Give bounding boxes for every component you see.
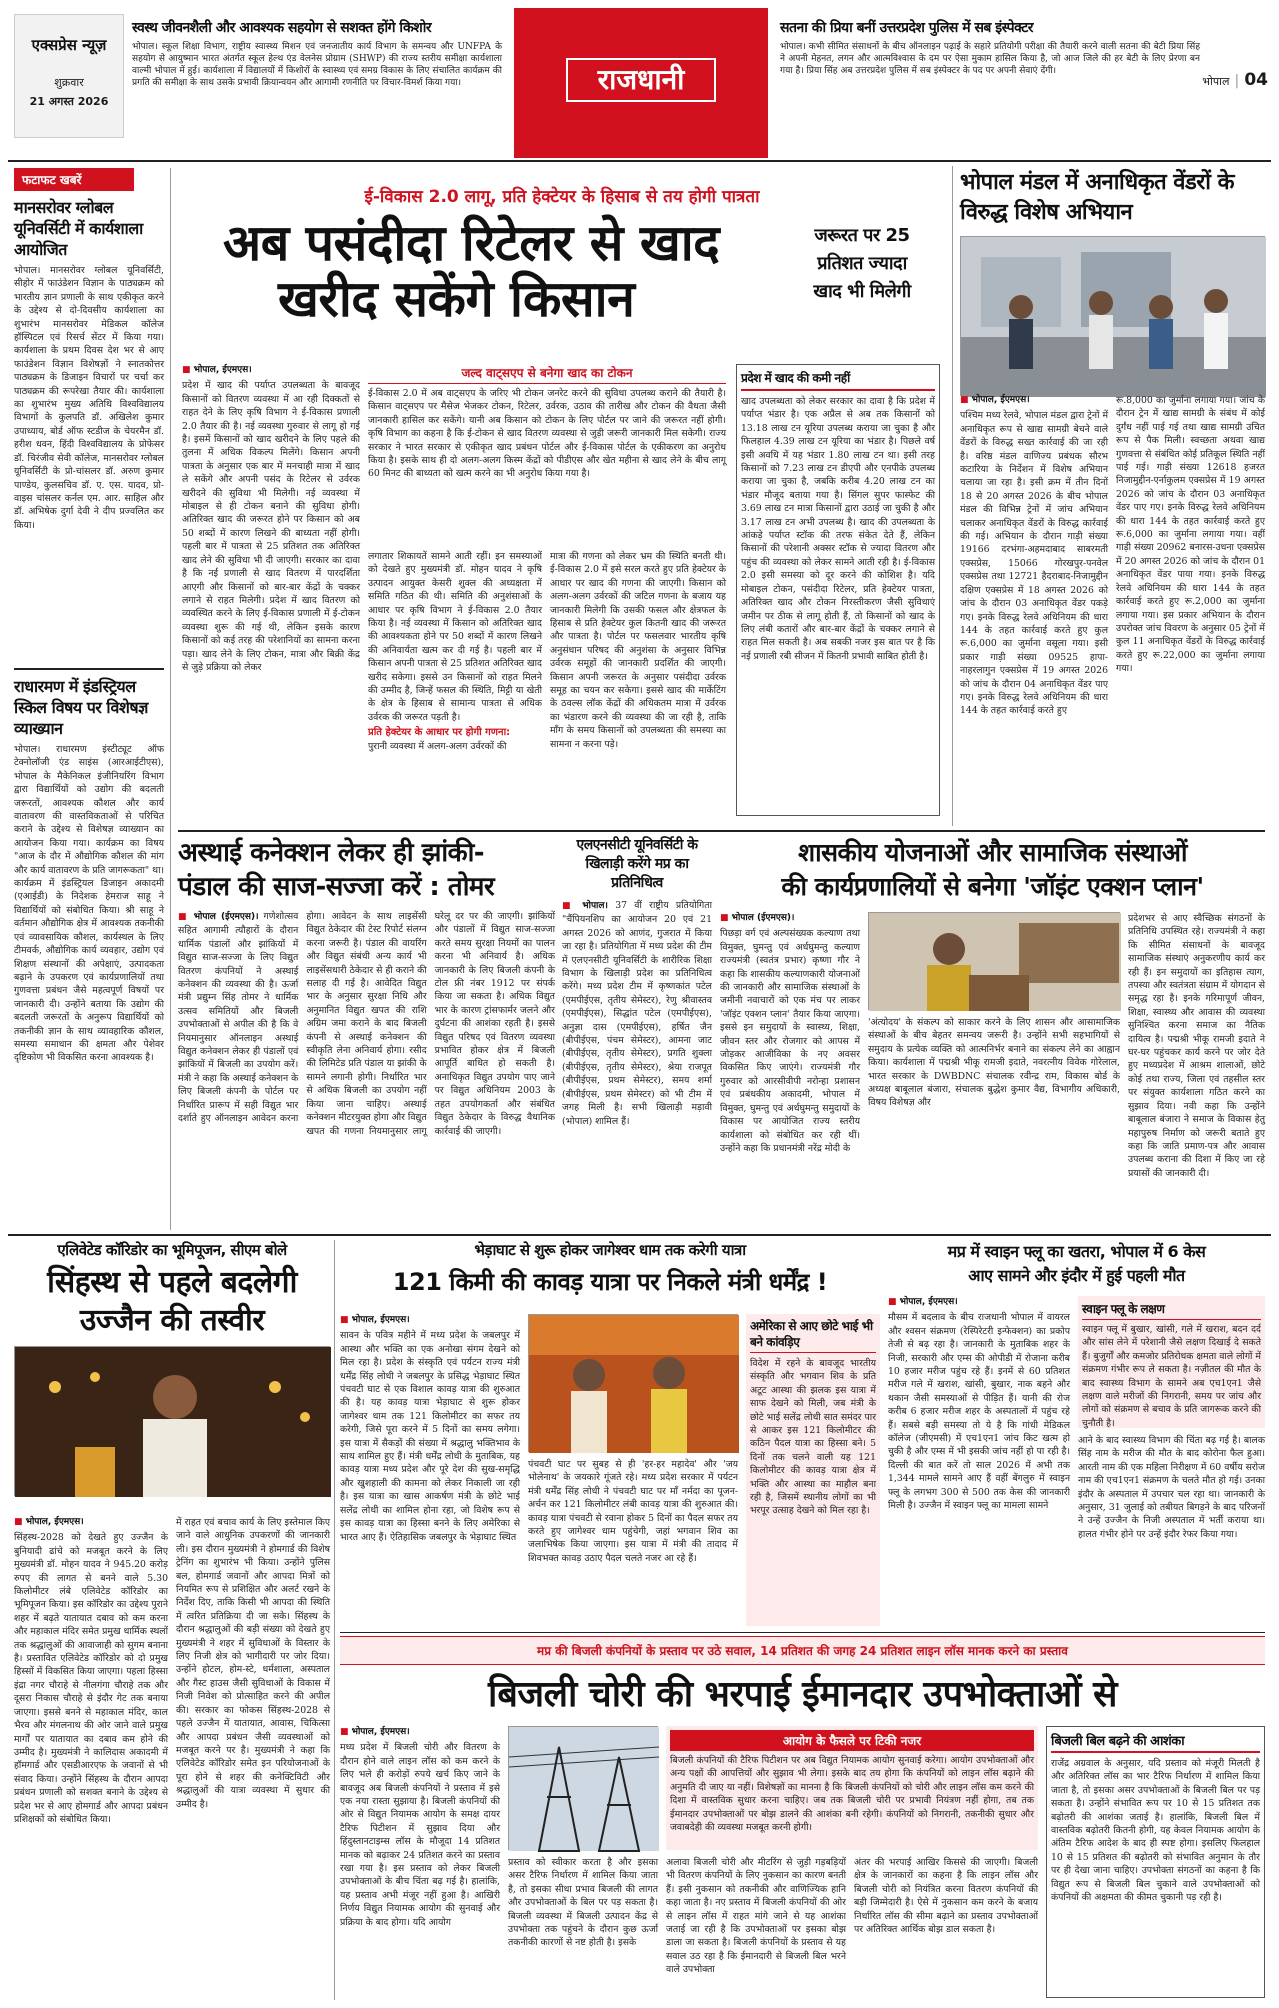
bijli-dateline: ■ भोपाल, ईएमएस।	[340, 1726, 500, 1739]
lead-sub1-box	[368, 364, 726, 544]
top-left-headline: स्वस्थ जीवनशैली और आवश्यक सहयोग से सशक्त होंगे किशोर	[132, 20, 432, 36]
page-no: 04	[1244, 70, 1268, 90]
lead-headline-2: खरीद सकेंगे किसान	[278, 270, 635, 328]
jhanki-dateline: ■ भोपाल (ईएमएस)।	[178, 912, 259, 922]
lead-col1	[182, 364, 360, 816]
swine-dateline: ■ भोपाल, ईएमएस।	[888, 1296, 1070, 1309]
joint-photo-image	[869, 913, 1121, 1011]
joint-col2: 'अंत्योदय' के संकल्प को साकार करने के लिए शासन और आसामाजिक संस्थाओं के बीच बेहतर समन्वय जरूरी है। उन्होंने सभी सहभागियों से समुदाय के प्रत्येक व्यक्ति को आत्मनिर्भर बनाने का संकल्प लेने का आह्वान किया। कार्यशाला में पद्मश्री भीकू रामजी इदाते, नवरत्नीय विवेक गोरेलाल, भारत सरकार के DWBDNC संचालक रवीन्द्र राम, विकास बोर्ड के अध्यक्ष बाबूलाल बंजारा, संचालक बुद्धेश कुमार वैद्य, विभागीय अधिकारी, विषय विशेषज्ञ और	[868, 1017, 1120, 1109]
bijli-box-body: राजेंद्र अग्रवाल के अनुसार, यदि प्रस्ताव को मंजूरी मिलती है और अतिरिक्त लॉस का भार टैरिफ निर्धारण में शामिल किया जाता है, तो इसका असर उपभोक्ताओं के बिजली बिल पर पड़ सकता है। उन्होंने संभावित रूप पर 10 से 15 प्रतिशत तक बढ़ोतरी की आशंका जताई है। हालांकि, बिजली बिल में वास्तविक बढ़ोतरी कितनी होगी, यह केवल नियामक आयोग के अंतिम टैरिफ आदेश के बाद ही स्पष्ट होगा। इसलिए फिलहाल 10 से 15 प्रतिशत की बढ़ोतरी को संभावित अनुमान के तौर पर ही देखा जाना चाहिए। उपभोक्ता संगठनों का कहना है कि विद्युत रूप से बिजली बिल चुकाने वाले उपभोक्ताओं को कंपनियों की अक्षमता की कीमत चुकानी पड़ रही है।	[1051, 1758, 1260, 1904]
jhanki-body-wrap	[178, 910, 555, 1226]
ujjain-headline-2: उज्जैन की तस्वीर	[79, 1303, 265, 1338]
kawad-dateline: ■ भोपाल, ईएमएस।	[340, 1314, 520, 1327]
lead-sub2-body: पुरानी व्यवस्था में अलग-अलग उर्वरकों की	[368, 740, 507, 752]
bijli-sub1: आयोग के फैसले पर टिकी नजर	[670, 1730, 1034, 1751]
kawad-box-title: अमेरिका से आए छोटे भाई भी बने कांवड़िए	[750, 1318, 876, 1353]
bijli-story	[340, 1636, 1265, 2000]
swine-col2: आने के बाद स्वास्थ्य विभाग की चिंता बढ़ गई है। बालक सिंह नाम के मरीज की मौत के बाद कोरोना फैल हुआ। आरती नाम की एक महिला निरीक्षण में 60 वर्षीय सरोज नाम की एच1एन1 संक्रमण के चलते मौत हो गई। उनका इंदौर के अस्पताल में उपचार चल रहा था। जानकारी के अनुसार, 31 जुलाई को तबीयत बिगड़ने के बाद परिजनों ने उन्हें उज्जैन के निजी अस्पताल में भर्ती कराया था। हालत गंभीर होने पर उन्हें इंदौर रेफर किया गया।	[1078, 1435, 1265, 1540]
bijli-col1	[340, 1726, 500, 1998]
lead-sub1-body: ई-विकास 2.0 में अब वाट्सएप के जरिए भी टोकन जनरेट करने की सुविधा उपलब्ध कराने की तैयारी है। किसान वाट्सएप पर मैसेज भेजकर टोकन, रिटेलर, उर्वरक, उठाव की तारीख और टोकन की वैधता जैसी जानकारी हासिल कर सकेंगे। यानी अब किसान को टोकन के लिए पोर्टल पर जाने की जरूरत नहीं होगी। कृषि विभाग का कहना है कि ई-टोकन से खाद वितरण व्यवस्था से जुड़ी जरूरी जानकारी मिल सकेगी। राज्य सरकार ने भारत सरकार से एकीकृत खाद प्रबंधन पोर्टल और ई-विकास पोर्टल के एकीकरण का अनुरोध किया है। इसके साथ ही दो अलग-अलग किस्म केंद्रों को पीडीएस और खेत महीना से खाद लेने के बीच लागू 60 मिनट की बाध्यता को खत्म करने का भी अनुरोध किया गया है।	[368, 388, 726, 480]
lead-story	[178, 166, 946, 826]
paper-box	[14, 14, 124, 138]
jhanki-body: गणेशोत्सव सहित आगामी त्यौहारों के दौरान धार्मिक पंडालों और झांकियों में विद्युत साज-सज्जा के लिए विद्युत वितरण कंपनियों ने अस्थाई कनेक्शन की व्यवस्था की है। ऊर्जा मंत्री प्रद्युम्न सिंह तोमर ने धार्मिक उत्सव समितियों और बिजली उपभोक्ताओं से अपील की है कि वे नियमानुसार ऑनलाइन अस्थाई विद्युत कनेक्शन लेकर ही पंडालों एवं झांकियों में बिजली का उपयोग करें। मंत्री ने कहा कि अस्थाई कनेक्शन के लिए बिजली कंपनी के पोर्टल पर निर्धारित प्रारूप में सही विद्युत भार दर्शाते हुए ऑनलाइन आवेदन करना होगा। आवेदन के साथ लाइसेंसी विद्युत ठेकेदार की टेस्ट रिपोर्ट संलग्न करना जरूरी है। पंडाल की वायरिंग और विद्युत संबंधी अन्य कार्य भी लाइसेंसधारी ठेकेदार से ही कराने की सलाह दी गई है। आवेदित विद्युत भार के अनुसार सुरक्षा निधि और अनुमानित विद्युत खपत की राशि अग्रिम जमा कराने के बाद बिजली कंपनी से अस्थाई कनेक्शन की स्वीकृति लेना अनिवार्य होगा। रसीद की लिमिटेड प्रति पंडाल या झांकी के सामने लगानी होगी। निर्धारित भार से अधिक बिजली का उपयोग नहीं किया जाना चाहिए। अस्थाई कनेक्शन मीटरयुक्त होगा और विद्युत खपत की गणना नियमानुसार लागू घरेलू दर पर की जाएगी। झांकियों और पंडालों में विद्युत साज-सज्जा करते समय सुरक्षा नियमों का पालन करना भी अनिवार्य है। अधिक जानकारी के लिए बिजली कंपनी के टोल फ्री नंबर 1912 पर संपर्क किया जा सकता है। अधिक विद्युत भार के कारण ट्रांसफार्मर जलने और दुर्घटना की आशंका रहती है। इससे विद्युत परिषद एवं वितरण व्यवस्था प्रभावित होकर क्षेत्र में बिजली आपूर्ति बाधित हो सकती है। अनाधिकृत विद्युत उपयोग पाए जाने पर विद्युत अधिनियम 2003 के तहत उपयोगकर्ता और संबंधित विद्युत ठेकेदार के विरुद्ध वैधानिक कार्रवाई की जाएगी।	[178, 911, 555, 1137]
bijli-col5: अंतर की भरपाई आखिर किससे की जाएगी। बिजली क्षेत्र के जानकारों का कहना है कि लाइन लॉस और बिजली चोरी को नियंत्रित करना वितरण कंपनियों की बड़ी जिम्मेदारी है। ऐसे में नुकसान कम करने के बजाय निर्धारित लॉस की सीमा बढ़ाने का प्रस्ताव उपभोक्ताओं पर अतिरिक्त आर्थिक बोझ डाल सकता है।	[854, 1857, 1038, 1936]
joint-col1	[720, 912, 860, 1226]
top-left-story	[132, 18, 502, 139]
lead-col2	[368, 550, 542, 816]
swine-body: मौसम में बदलाव के बीच राजधानी भोपाल में वायरल और श्वसन संक्रमण (रेस्पिरेटरी इन्फेक्शन) का प्रकोप तेजी से बढ़ रहा है। जानकारी के मुताबिक शहर के निजी, सरकारी और एम्स की ओपीडी में रोजाना करीब 10 हजार मरीज पहुंच रहे हैं। इनमें से 60 प्रतिशत मरीज गले में खराश, खांसी, बुखार, नाक बहने और थकान जैसी समस्याओं से पीड़ित हैं। यानी की रोज करीब 6 हजार मरीज शहर के अस्पतालों में पहुंच रहे हैं। सबसे बड़ी समस्या तो ये है कि गांधी मेडिकल कॉलेज (जीएमसी) में एच1एन1 जांच किट खत्म हो चुकी है और एम्स में भी इसकी जांच नहीं हो पा रही है। दिल्ली की बात करें तो साल 2026 में अभी तक 1,344 मामले सामने आए हैं वहीं बेंगलुरु में स्वाइन फ्लू के लगभग 300 से 500 तक केस की जानकारी मिली है। उज्जैन में स्वाइन फ्लू का मामला सामने	[888, 1312, 1070, 1512]
lead-box	[736, 364, 940, 816]
kawad-caption: पंचवटी घाट पर सुबह से ही 'हर-हर महादेव' और 'जय भोलेनाथ' के जयकारे गूंजते रहे। मध्य प्रदेश सरकार में पर्यटन मंत्री धर्मेंद्र सिंह लोधी ने पंचवटी घाट पर माँ नर्मदा का पूजन-अर्चन कर 121 किलोमीटर लंबी कावड़ यात्रा की शुरुआत की। कावड़ यात्रा पंचवटी से रवाना होकर 5 दिनों का पैदल सफर तय करते हुए जागेश्वर धाम पहुंचेगी, जहां भगवान शिव का जलाभिषेक किया जाएगा। इस यात्रा में मंत्री की तादाद में शिवभक्त कावड़ उठाए पैदल चलते नजर आ रहे हैं।	[528, 1459, 738, 1564]
kawad-photo	[528, 1314, 738, 1452]
bijli-headline: बिजली चोरी की भरपाई ईमानदार उपभोक्ताओं से	[488, 1674, 1117, 1715]
fatafat-label: फटाफट खबरें	[14, 168, 134, 191]
masthead-rule	[8, 160, 1271, 162]
rail-col1	[960, 394, 1108, 826]
jhanki-story	[178, 836, 555, 1230]
bijli-box	[1046, 1726, 1265, 1998]
top-left-body: भोपाल। स्कूल शिक्षा विभाग, राष्ट्रीय स्वास्थ्य मिशन एवं जनजातीय कार्य विभाग के समन्वय और UNFPA के सहयोग से आयुष्मान भारत अंतर्गत स्कूल हेल्थ एंड वेलनेस प्रोग्राम (SHWP) की राज्य स्तरीय समीक्षा कार्यशाला वाल्मी भोपाल में हुई। कार्यशाला में विद्यालयों में किशोरों के स्वास्थ्य एवं समग्र विकास के लिए संचालित कार्यक्रम की प्रगति की समीक्षा के साथ उसके प्रभावी क्रियान्वयन और आगामी रणनीति पर विचार-विमर्श किया गया।	[132, 42, 502, 88]
kawad-body: सावन के पवित्र महीने में मध्य प्रदेश के जबलपुर में आस्था और भक्ति का एक अनोखा संगम देखने को मिल रहा है। प्रदेश के संस्कृति एवं पर्यटन राज्य मंत्री धर्मेंद्र सिंह लोधी ने जबलपुर के प्रसिद्ध भेड़ाघाट स्थित पंचवटी घाट से एक विशाल कावड़ यात्रा की शुरुआत की है। यह कावड़ यात्रा भेड़ाघाट से शुरू होकर जागेश्वर धाम तक 121 किलोमीटर का सफर तय करेगी, जिसे पूरा करने में 5 दिनों का समय लगेगा। इस यात्रा में सैकड़ों की संख्या में श्रद्धालु भक्तिभाव के साथ शामिल हुए हैं। मंत्री धर्मेंद्र लोधी के मुताबिक, यह कावड़ यात्रा मध्य प्रदेश और पूरे देश की सुख-समृद्धि और खुशहाली की कामना को लेकर निकाली जा रही है। इस यात्रा का खास आकर्षण मंत्री के छोटे भाई सलेंद्र लोधी का शामिल होना रहा, जो विशेष रूप से इस कावड़ यात्रा का हिस्सा बनने के लिए अमेरिका से भारत आए हैं। ऐतिहासिक जबलपुर के भेड़ाघाट स्थित	[340, 1330, 520, 1543]
fatafat-item1-body: भोपाल। मानसरोवर ग्लोबल यूनिवर्सिटी, सीहोर में फाउंडेशन विज्ञान के पाठ्यक्रम को भारतीय ज्ञान प्रणाली के साथ एकीकृत करने के उद्देश्य से दो-दिवसीय कार्यशाला का शुभारंभ मानसरोवर मेडिकल कॉलेज हॉस्पिटल एवं रिसर्च सेंटर में किया गया। कार्यशाला के प्रथम दिवस देश भर से आए फाउंडेशन विज्ञान विशेषज्ञों ने स्नातकोत्तर पाठ्यक्रम के डिजाइन विचारों पर चर्चा कर पाठ्यक्रम की रूपरेखा तैयार की। कार्यशाला का शुभारंभ मुख्य अतिथि विश्वविद्यालय विभागों के कुलपति डॉ. अखिलेश कुमार उपाध्याय, बोर्ड ऑफ स्टडीज के चेयरमैन डॉ. हरीश धवन, हिंदी विश्वविद्यालय के प्रोफेसर डॉ. चिरंजीव सेवी कॉलेज, मानसरोवर ग्लोबल यूनिवर्सिटी के प्रो-चांसलर डॉ. अरुण कुमार पाण्डेय, कुलसचिव डॉ. ए. एस. यादव, प्रो-वाइस चांसलर कर्नल एम. आर. साहिल और डॉ. अभिषेक दुर्गा देवी ने दीप प्रज्वलित कर किया।	[14, 265, 164, 531]
top-right-body: भोपाल। कभी सीमित संसाधनों के बीच ऑनलाइन पढ़ाई के सहारे प्रतियोगी परीक्षा की तैयारी करने वाली सतना की बेटी प्रिया सिंह ने अपनी मेहनत, लगन और आत्मविश्वास के दम पर ऐसा मुकाम हासिल किया है, जो आज जिले की हर बेटी के लिए प्रेरणा बन गया है। प्रिया सिंह अब उत्तरप्रदेश पुलिस में सब इंस्पेक्टर के पद पर अपनी सेवाएं देंगी।	[780, 42, 1200, 76]
bijli-photo-image	[509, 1727, 659, 1851]
jhanki-headline-2: पंडाल की साज-सज्जा करें : तोमर	[178, 872, 495, 902]
lnct-dateline: ■ भोपाल।	[562, 901, 608, 911]
bijli-kicker: मप्र की बिजली कंपनियों के प्रस्ताव पर उठे सवाल, 14 प्रतिशत की जगह 24 प्रतिशत लाइन लॉस मानक करने का प्रस्ताव	[340, 1636, 1265, 1665]
rail-photo	[960, 236, 1265, 396]
kawad-headline: 121 किमी की कावड़ यात्रा पर निकले मंत्री धर्मेंद्र !	[392, 1268, 828, 1296]
ujjain-kicker: एलिवेटेड कॉरिडोर का भूमिपूजन, सीएम बोले	[57, 1241, 287, 1259]
bijli-photo	[508, 1726, 658, 1850]
kawad-col1	[340, 1314, 520, 1626]
bijli-box-title: बिजली बिल बढ़ने की आशंका	[1051, 1731, 1260, 1753]
ujjain-headline-1: सिंहस्थ से पहले बदलेगी	[47, 1265, 297, 1300]
top-right-story	[780, 18, 1200, 111]
lead-body: प्रदेश में खाद की पर्याप्त उपलब्धता के बावजूद किसानों को वितरण व्यवस्था में आ रही दिक्कतों से राहत देने के लिए कृषि विभाग ने ई-विकास प्रणाली 2.0 तैयार की है। नई व्यवस्था गुरुवार से लागू हो गई है। इसमें किसानों को खाद खरीदने के लिए पहले की तुलना में अधिक विकल्प मिलेंगे। किसान अपनी पात्रता के अनुसार एक बार में मनचाही मात्रा में खाद ले सकेंगे और अपनी पसंद के रिटेलर से उर्वरक खरीदने की सुविधा भी मिलेगी। नई व्यवस्था में मोबाइल से ही टोकन बनाने की सुविधा होगी। अतिरिक्त खाद की जरूरत होने पर किसान को अब 50 शब्दों में कारण लिखने की बाध्यता नहीं होगी। पहली बार में पात्रता से 25 प्रतिशत तक अतिरिक्त खाद लेने की सुविधा भी दी जाएगी। सरकार का दावा है कि नई प्रणाली से खाद वितरण में पारदर्शिता आएगी और किसानों को बार-बार केंद्रों के चक्कर लगाने से राहत मिलेगी। प्रदेश में खाद वितरण को व्यवस्थित करने के लिए ई-विकास प्रणाली में ई-टोकन व्यवस्था शुरू की गई थी, लेकिन इसके कारण किसानों को कई तरह की परेशानियों का सामना करना पड़ा। खाद लेने के लिए टोकन, मात्रा और बिक्री केंद्र से जुड़े प्रक्रिया को लेकर	[182, 380, 360, 673]
top-right-headline: सतना की प्रिया बनीं उत्तरप्रदेश पुलिस में सब इंस्पेक्टर	[780, 20, 1033, 36]
joint-body1: पिछड़ा वर्ग एवं अल्पसंख्यक कल्याण तथा विमुक्त, घुमन्तु एवं अर्धघुमन्तु कल्याण राज्यमंत्री (स्वतंत्र प्रभार) कृष्णा गौर ने कहा कि शासकीय कल्याणकारी योजनाओं की जानकारी और सामाजिक संस्थाओं के जमीनी नवाचारों को एक मंच पर लाकर 'जॉइंट एक्शन प्लान' तैयार किया जाएगा। इससे इन समुदायों के स्वास्थ्य, शिक्षा, जीवन स्तर और रोजगार को आपस में जोड़कर आजीविका के नए अवसर विकसित किए जाएंगे। राज्यमंत्री गौर गुरुवार को आरसीवीपी नरोन्हा प्रशासन एवं प्रबंधकीय अकादमी, भोपाल में विमुक्त, घुमन्तु एवं अर्धघुमन्तु समुदायों के विकास पर आयोजित राज्य स्तरीय कार्यशाला को संबोधित कर रही थीं। उन्होंने कहा कि प्रधानमंत्री नरेंद्र मोदी के	[720, 928, 860, 1154]
rail-body1: पश्चिम मध्य रेलवे, भोपाल मंडल द्वारा ट्रेनों में अनाधिकृत रूप से खाद्य सामग्री बेचने वाले वेंडरों के विरुद्ध सख्त कार्रवाई की जा रही है। वरिष्ठ मंडल वाणिज्य प्रबंधक सौरभ कटारिया के निर्देशन में विशेष अभियान चलाया जा रहा है। इसी क्रम में तीन दिनों 18 से 20 अगस्त 2026 के बीच भोपाल मंडल की विभिन्न ट्रेनों में जांच अभियान चलाकर अनाधिकृत वेंडरों के विरुद्ध कार्रवाई की गई। अभियान के दौरान गाड़ी संख्या 19166 दरभंगा-अहमदाबाद साबरमती एक्सप्रेस, 15066 गोरखपुर-पनवेल एक्सप्रेस तथा 12721 हैदराबाद-निजामुद्दीन दक्षिण एक्सप्रेस में 18 अगस्त 2026 को जांच के दौरान 03 अनाधिकृत वेंडर पकड़े गए। इनके विरुद्ध रेलवे अधिनियम की धारा 144 के तहत कार्रवाई करते हुए कुल रू.6,000 का जुर्माना वसूला गया। इसी प्रकार गाड़ी संख्या 09525 हापा-नाहरलागुन एक्सप्रेस में 19 अगस्त 2026 को जांच के दौरान 04 अनाधिकृत वेंडर पाए गए। इनके विरुद्ध रेलवे अधिनियम की धारा 144 के तहत कार्रवाई करते हुए	[960, 410, 1109, 717]
joint-dateline: ■ भोपाल (ईएमएस)।	[720, 912, 860, 925]
lead-col3: मात्रा की गणना को लेकर भ्रम की स्थिति बनती थी। ई-विकास 2.0 में इसे सरल करते हुए प्रति हेक्टेयर के आधार पर खाद की गणना की जाएगी। किसान को अलग-अलग उर्वरकों की जटिल गणना के बजाय यह जानकारी मिलेगी कि उसकी फसल और क्षेत्रफल के हिसाब से प्रति हेक्टेयर कुल कितनी खाद की जरूरत और पात्रता है। पोर्टल पर फसलवार भारतीय कृषि अनुसंधान परिषद की अनुशंसा के अनुसार विभिन्न उर्वरक समूहों की जानकारी प्रदर्शित की जाएगी। किसान अपनी जरूरत के अनुसार पसंदीदा उर्वरक समूह का चयन कर सकेगा। इससे खाद की मार्केटिंग के ठवल्स लॉक केंद्रों की अधिकतम मात्रा में उर्वरक का भंडारण करने की व्यवस्था की जा रही है, ताकि माँग के समय किसानों को उपलब्धता की समस्या का सामना न करना पड़े।	[550, 551, 726, 750]
ujjain-col1	[14, 1516, 168, 1996]
bijli-col3: प्रस्ताव को स्वीकार करता है और इसका असर टैरिफ निर्धारण में शामिल किया जाता है, तो इसका सीधा प्रभाव बिजली की लागत और उपभोक्ताओं के बिल पर पड़ सकता है। बिजली व्यवस्था में बिजली उत्पादन केंद्र से उपभोक्ता तक पहुंचने के दौरान कुछ ऊर्जा तकनीकी कारणों से नष्ट होती है। इसके	[508, 1857, 658, 1949]
paper-date: 21 अगस्त 2026	[29, 95, 109, 108]
kawad-photo-image	[529, 1315, 739, 1453]
joint-photo	[868, 912, 1120, 1010]
lnct-body-wrap	[562, 899, 712, 1215]
paper-day: शुक्रवार	[54, 76, 84, 89]
ujjain-photo	[14, 1346, 330, 1496]
ujjain-body: सिंहस्थ-2028 को देखते हुए उज्जैन के बुनियादी ढांचे को मजबूत करने के लिए मुख्यमंत्री डॉ. मोहन यादव ने 945.20 करोड़ रुपए की लागत से बनने वाले 5.30 किलोमीटर लंबे एलिवेटेड कॉरिडोर का भूमिपूजन किया। इस कॉरिडोर का उद्देश्य पुराने शहर में बढ़ते यातायात दबाव को कम करना और महाकाल मंदिर समेत प्रमुख धार्मिक स्थलों तक श्रद्धालुओं की आवाजाही को सुगम बनाना है। प्रस्तावित एलिवेटेड कॉरिडोर को दो प्रमुख हिस्सों में विकसित किया जाएगा। पहला हिस्सा इंद्रा नगर चौराहे से नीलगंगा चौराहे तक और दूसरा निकास चौराहे से इंदौर गेट तक बनाया जाएगा। इससे बनने से महाकाल मंदिर, काल भैरव और मंगलनाथ की ओर जाने वाले प्रमुख मार्गों पर यातायात का दबाव कम होने की उम्मीद है। मुख्यमंत्री ने कालिदास अकादमी में हॉमगार्ड और एसडीआरएफ के जवानों से भी संवाद किया। उन्होंने सिंहस्थ के दौरान आपदा प्रबंधन प्रणाली को सशक्त बनाने के उद्देश्य से प्रदेश भर से आए होमगार्ड और आपदा प्रबंधन प्रशिक्षकों को संबोधित किया।	[14, 1532, 168, 1825]
lead-sub1: जल्द वाट्सएप से बनेगा खाद का टोकन	[368, 364, 726, 384]
lead-box-body: खाद उपलब्धता को लेकर सरकार का दावा है कि प्रदेश में पर्याप्त भंडार है। एक अप्रैल से अब तक किसानों को 13.18 लाख टन यूरिया उपलब्ध कराया जा चुका है और फिलहाल 4.39 लाख टन यूरिया का भंडार है। पिछले वर्ष इसी अवधि में यह भंडार 1.80 लाख टन था। इसी तरह किसानों को 7.23 लाख टन डीएपी और एनपीके उपलब्ध कराया जा चुका है, जबकि करीब 4.20 लाख टन का भंडार मौजूद बताया गया है। सिंगल सुपर फास्फेट की 3.69 लाख टन मात्रा किसानों द्वारा उठाई जा चुकी है और 3.17 लाख टन अभी उपलब्ध है। खाद की उपलब्धता के आंकड़े पर्याप्त स्टॉक की तरफ संकेत देते हैं, लेकिन किसानों की परेशानी अक्सर स्टॉक से ज्यादा वितरण और पहुंच की व्यवस्था को लेकर सामने आती रही है। ई-विकास 2.0 इसी समस्या को दूर करने की कोशिश है। यदि मोबाइल टोकन, पसंदीदा रिटेलर, प्रति हेक्टेयर पात्रता, अतिरिक्त खाद और टोकन निरस्तीकरण जैसी सुविधाएं जमीन पर ठीक से लागू होती हैं, तो किसानों को खाद के लिए लंबी कतारों और बार-बार केंद्रों के चक्कर लगाने से राहत मिल सकती है। अब सबकी नजर इस बात पर है कि नई प्रणाली रबी सीजन में कितनी प्रभावी साबित होती है।	[741, 396, 935, 662]
swine-story	[888, 1240, 1265, 1628]
masthead	[8, 8, 1271, 158]
bijli-sub1-box	[666, 1726, 1038, 1850]
rail-dateline: ■ भोपाल, ईएमएस।	[960, 394, 1108, 407]
page-city: भोपाल	[1202, 75, 1230, 88]
page-number: भोपाल | 04	[1202, 70, 1268, 90]
ujjain-photo-image	[15, 1347, 331, 1497]
lead-headline-1: अब पसंदीदा रिटेलर से खाद	[223, 214, 720, 272]
rail-story	[960, 168, 1265, 828]
lnct-body: 37 वीं राष्ट्रीय प्रतियोगिता "चैंपियनशिप का आयोजन 20 एवं 21 अगस्त 2026 को आणंद, गुजरात में किया जा रहा है। प्रतियोगिता में मध्य प्रदेश की टीम में एलएनसीटी यूनिवर्सिटी के शारीरिक शिक्षा विभाग के खिलाड़ी प्रदेश का प्रतिनिधित्व करेंगे। मध्य प्रदेश टीम में कृष्णकांत पटेल (एमपीईएस, तृतीय सेमेस्टर), रेणु श्रीवास्तव (एमपीईएस), सिद्धांत पटेल (एमपीईएस), अनुज्ञा दास (एमपीईएस), हर्षित जैन (बीपीईएस, पंचम सेमेस्टर), आमना जाट (बीपीईएस, तृतीय सेमेस्टर), प्रगति शुक्ला (बीपीईएस, तृतीय सेमेस्टर), श्रेया राजपूत (बीपीईएस, प्रथम सेमेस्टर), समय शर्मा (बीपीईएस, प्रथम सेमेस्टर) को भी टीम में जगह मिली है। सभी खिलाड़ी मड़ावी (भोपाल) शामिल हैं।	[562, 900, 712, 1127]
ujjain-story	[14, 1240, 330, 2000]
joint-headline-2: की कार्यप्रणालियों से बनेगा 'जॉइंट एक्शन प्लान'	[781, 872, 1204, 901]
rail-col2: रू.8,000 का जुर्माना लगाया गया। जांच के दौरान ट्रेन में खाद्य सामग्री के संबंध में कोई दुर्गंध नहीं पाई गई तथा खाद्य सामग्री उचित रूप से पैक मिली। स्वच्छता अथवा खाद्य गुणवत्ता से संबंधित कोई प्रतिकूल स्थिति नहीं पाई गई। गाड़ी संख्या 12618 हजरत निजामुद्दीन-एर्नाकुलम एक्सप्रेस में 19 अगस्त 2026 को जांच के दौरान 03 अनाधिकृत वेंडर पाए गए। इनके विरुद्ध रेलवे अधिनियम की धारा 144 के तहत कार्रवाई करते हुए रू.6,000 का जुर्माना लगाया गया। वहीं गाड़ी संख्या 20962 बनारस-उधना एक्सप्रेस में 20 अगस्त 2026 को जांच के दौरान 01 अनाधिकृत वेंडर पाया गया। इनके विरुद्ध रेलवे अधिनियम की धारा 144 के तहत कार्रवाई करते हुए रू.2,000 का जुर्माना लगाया गया। इस प्रकार अभियान के दौरान उपरोक्त जांच विवरण के अनुसार 05 ट्रेनों में कुल 11 अनाधिकृत वेंडरों के विरुद्ध कार्रवाई करते हुए रू.22,000 का जुर्माना लगाया गया।	[1116, 395, 1265, 675]
swine-box-body: स्वाइन फ्लू में बुखार, खांसी, गले में खराश, बदन दर्द और सांस लेने में परेशानी जैसे लक्षण दिखाई दे सकते हैं। बुजुर्गों और कमजोर प्रतिरोधक क्षमता वाले लोगों में संक्रमण गंभीर रूप ले सकता है। नज़ीतल की मौत के बाद स्वास्थ्य विभाग के सामने अब एच1एन1 जैसे लक्षण वाले मरीजों की निगरानी, समय पर जांच और लोगों को संक्रमण से बचाव के प्रति जागरूक करने की चुनौती है।	[1082, 1324, 1261, 1429]
kawad-kicker: भेड़ाघाट से शुरू होकर जागेश्वर धाम तक करेगी यात्रा	[474, 1241, 746, 1259]
swine-headline-1: मप्र में स्वाइन फ्लू का खतरा, भोपाल में 6 केस	[947, 1242, 1206, 1261]
rail-photo-image	[961, 237, 1266, 397]
ujjain-col2: में राहत एवं बचाव कार्य के लिए इस्तेमाल किए जाने वाले आधुनिक उपकरणों की जानकारी ली। इस दौरान मुख्यमंत्री ने होमगार्ड की विशेष ट्रेनिंग का शुभारंभ भी किया। उन्होंने पुलिस बल, होमगार्ड जवानों और आपदा मित्रों को नियमित रूप से प्रशिक्षित और अलर्ट रखने के निर्देश दिए, ताकि किसी भी आपदा की स्थिति में त्वरित प्रतिक्रिया दी जा सके। सिंहस्थ के दौरान श्रद्धालुओं की बड़ी संख्या को देखते हुए मुख्यमंत्री ने शहर में सुविधाओं के विस्तार के लिए निजी क्षेत्र को भागीदारी पर जोर दिया। उन्होंने होटल, होम-स्टे, धर्मशाला, अस्पताल और गैस्ट हाउस जैसी सुविधाओं के विकास में निजी निवेश को प्रोत्साहित करने की अपील की। सरकार का फोकस सिंहस्थ-2028 से पहले उज्जैन में यातायात, आवास, चिकित्सा और आपदा प्रबंधन जैसी व्यवस्थाओं को मजबूत करने पर है। मुख्यमंत्री ने कहा कि एलिवेटेड कॉरिडोर समेत इन परियोजनाओं के पूरा होने से शहर की कनेक्टिविटी और श्रद्धालुओं की यात्रा व्यवस्था में सुधार की उम्मीद है।	[176, 1517, 330, 1810]
fatafat-item1-title: मानसरोवर ग्लोबल यूनिवर्सिटी में कार्यशाला आयोजित	[14, 198, 143, 259]
lnct-headline: एलएनसीटी यूनिवर्सिटी के खिलाड़ी करेंगे मप्र का प्रतिनिधित्व	[576, 837, 698, 891]
lead-col2-body: लगातार शिकायतें सामने आती रहीं। इन समस्याओं को देखते हुए मुख्यमंत्री डॉ. मोहन यादव ने कृषि उत्पादन आयुक्त केसरी शुक्ल की अध्यक्षता में समिति गठित की थी। समिति की अनुशंसाओं के आधार पर कृषि विभाग ने ई-विकास 2.0 तैयार किया है। नई व्यवस्था में किसान को अतिरिक्त खाद की आवश्यकता होने पर 50 शब्दों में कारण लिखने की अनिवार्यता खत्म कर दी गई है। पहली बार में किसान अपनी पात्रता से 25 प्रतिशत अतिरिक्त खाद खरीद सकेगा। इससे उन किसानों को राहत मिलने की उम्मीद है, जिन्हें फसल की स्थिति, मिट्टी या खेती के क्षेत्र के हिसाब से सामान्य पात्रता से अधिक उर्वरक की जरूरत पड़ती है।	[368, 551, 542, 723]
lead-sub2: प्रति हेक्टेयर के आधार पर होगी गणना:	[368, 727, 511, 739]
jhanki-headline-1: अस्थाई कनेक्शन लेकर ही झांकी-	[178, 838, 485, 868]
bijli-sub1-body: बिजली कंपनियों की टैरिफ पिटीशन पर अब विद्युत नियामक आयोग सुनवाई करेगा। आयोग उपभोक्ताओं और अन्य पक्षों की आपत्तियों और सुझाव भी लेगा। इसके बाद तय होगा कि कंपनियों को लाइन लॉस बढ़ाने की अनुमति दी जाए या नहीं। विशेषज्ञों का मानना है कि बिजली कंपनियों को चोरी और लाइन लॉस कम करने की दिशा में वास्तविक सुधार करना चाहिए। जब तक बिजली चोरी पर प्रभावी नियंत्रण नहीं होगा, तब तक ईमानदार उपभोक्ताओं पर बोझ डालने की आशंका बनी रहेगी। कंपनियों को निगरानी, तकनीकी सुधार और जवाबदेही की व्यवस्था मजबूत करनी होगी।	[670, 1755, 1034, 1834]
lead-side-note: जरूरत पर 25 प्रतिशत ज्यादा खाद भी मिलेगी	[813, 225, 911, 302]
kawad-box	[746, 1314, 880, 1626]
swine-box-title: स्वाइन फ्लू के लक्षण	[1082, 1300, 1261, 1320]
fatafat-item2-body: भोपाल। राधारमण इंस्टीट्यूट ऑफ टेक्नोलॉजी एंड साइंस (आरआईटीएस), भोपाल के मैकेनिकल इंजीनियरिंग विभाग द्वारा विद्यार्थियों को उद्योग की बदलती जरूरतों, आवश्यक कौशल और कार्य वातावरण की वास्तविकताओं से परिचित कराने के उद्देश्य से विशेषज्ञ व्याख्यान का आयोजन किया गया। कार्यक्रम का विषय "आज के दौर में औद्योगिक कौशल की मांग और कार्य वातावरण के प्रति जागरूकता" था। कार्यक्रम में इंडस्ट्रियल डिजाइन अकादमी (एआईडी) के निदेशक हेमराज साहू ने विद्यार्थियों को संबोधित किया। श्री साहू ने वर्तमान औद्योगिक क्षेत्र में आवश्यक तकनीकी एवं व्यावसायिक कौशल, कार्यस्थल के लिए टीमवर्क, औद्योगिक कार्य व्यवहार, उद्योग एवं शिक्षण संस्थानों की अपेक्षाएं, उत्पादकता बढ़ाने के उपकरण एवं कार्यप्रणालियों तथा गुणवत्ता प्रबंधन जैसे महत्वपूर्ण विषयों पर जानकारी दी। उन्होंने बताया कि उद्योग की बदलती जरूरतों के अनुरूप विद्यार्थियों को तकनीकी ज्ञान के साथ व्यावहारिक कौशल, समस्या समाधान की क्षमता और पेशेवर दृष्टिकोण भी विकसित करना आवश्यक है।	[14, 744, 164, 1064]
paper-name: एक्सप्रेस न्यूज़	[31, 36, 107, 54]
ujjain-dateline: ■ भोपाल, ईएमएस।	[14, 1516, 168, 1529]
bijli-body1: मध्य प्रदेश में बिजली चोरी और वितरण के दौरान होने वाले लाइन लॉस को कम करने के लिए भले ही करोड़ों रुपये खर्च किए जाने के बावजूद अब बिजली कंपनियों ने प्रस्ताव में इसे एक नया रास्ता सुझाया है। बिजली कंपनियों की ओर से विद्युत नियामक आयोग के समक्ष दायर टैरिफ पिटीशन में सुझाव दिया और हिंदुस्तानटाइम्स लॉस के मौजूदा 14 प्रतिशत मानक को बढ़ाकर 24 प्रतिशत करने का प्रस्ताव रखा गया है। इस प्रस्ताव को लेकर बिजली उपभोक्ताओं के बीच चिंता बढ़ गई है। हालांकि, यह प्रस्ताव अभी मंजूर नहीं हुआ है। आखिरी निर्णय विद्युत नियामक आयोग की सुनवाई और प्रक्रिया के बाद होगा। यदि आयोग	[340, 1742, 500, 1928]
lead-dateline: ■ भोपाल, ईएमएस।	[182, 364, 360, 377]
joint-col3: प्रदेशभर से आए स्वैच्छिक संगठनों के प्रतिनिधि उपस्थित रहे। राज्यमंत्री ने कहा कि सीमित संसाधनों के बावजूद सामाजिक संस्थाएं अनुकरणीय कार्य कर रही हैं। इन समुदायों का इतिहास त्याग, तपस्या और स्वतंत्रता संग्राम में योगदान से समृद्ध रहा है। इनके गरिमापूर्ण जीवन, शिक्षा, स्वास्थ्य और आवास की व्यवस्था सुनिश्चित करना समाज का नैतिक दायित्व है। पद्मश्री भीकू रामजी इदाते ने घर-घर पहुंचकर कार्य करने पर जोर देते हुए मध्यप्रदेश में आश्रम शालाओं, छोटे कोई तथा राज्य, जिला एवं तहसील स्तर पर संयुक्त कार्यशाला गठित करने का सुझाव दिया। नवी कहा कि उन्होंने बाबूलाल बंजारा ने समाज के विकास हेतु महापुरुष निर्माण को जरूरी बताते हुए कहा कि जाति प्रमाण-पत्र और आवास उपलब्ध कराना की दिशा में किए जा रहे प्रयासों की जानकारी दी।	[1128, 913, 1265, 1179]
lead-box-title: प्रदेश में खाद की कमी नहीं	[741, 369, 935, 391]
section-title: राजधानी	[566, 58, 716, 102]
fatafat-item2-title: राधारमण में इंडस्ट्रियल स्किल विषय पर विशेषज्ञ व्याख्यान	[14, 677, 148, 738]
swine-headline-2: आए सामने और इंदौर में हुई पहली मौत	[968, 1266, 1185, 1285]
lead-kicker: ई-विकास 2.0 लागू, प्रति हेक्टेयर के हिसाब से तय होगी पात्रता	[364, 187, 760, 207]
lnct-story	[562, 836, 712, 1230]
joint-headline-1: शासकीय योजनाओं और सामाजिक संस्थाओं	[798, 838, 1187, 867]
kawad-box-body: विदेश में रहने के बावजूद भारतीय संस्कृति और भगवान शिव के प्रति अटूट आस्था की झलक इस यात्रा में साफ देखने को मिली, जब मंत्री के छोटे भाई सलेंद्र लोधी सात समंदर पार से आकर इस 121 किलोमीटर की कठिन पैदल यात्रा का हिस्सा बने। 5 दिनों तक चलने वाली यह 121 किलोमीटर की कावड़ यात्रा क्षेत्र में भक्ति और आस्था का माहौल बना रही है, जिसमें स्थानीय लोगों का भी भरपूर उत्साह देखने को मिल रहा है।	[750, 1358, 876, 1517]
joint-story	[720, 836, 1265, 1230]
section-banner	[514, 8, 768, 158]
fatafat-column	[14, 168, 164, 1230]
swine-col1	[888, 1296, 1070, 1626]
bijli-col4: अलावा बिजली चोरी और मीटरिंग से जुड़ी गड़बड़ियों भी वितरण कंपनियों के लिए नुकसान का कारण बनती हैं। इसी नुकसान को तकनीकी और वाणिज्यिक हानि कहा जाता है। नए प्रस्ताव में बिजली कंपनियों की ओर से लाइन लॉस में राहत मांगे जाने से यह आशंका जताई जा रही है कि उपभोक्ताओं पर इसका बोझ डाला जा सकता है। बिजली कंपनियों के प्रस्ताव से यह सवाल उठ रहा है कि ईमानदारी से बिजली बिल भरने वाले उपभोक्ता	[666, 1857, 846, 1976]
swine-box	[1078, 1296, 1265, 1428]
kawad-story	[340, 1240, 880, 1628]
rail-headline: भोपाल मंडल में अनाधिकृत वेंडरों के विरुद्ध विशेष अभियान	[960, 170, 1235, 225]
